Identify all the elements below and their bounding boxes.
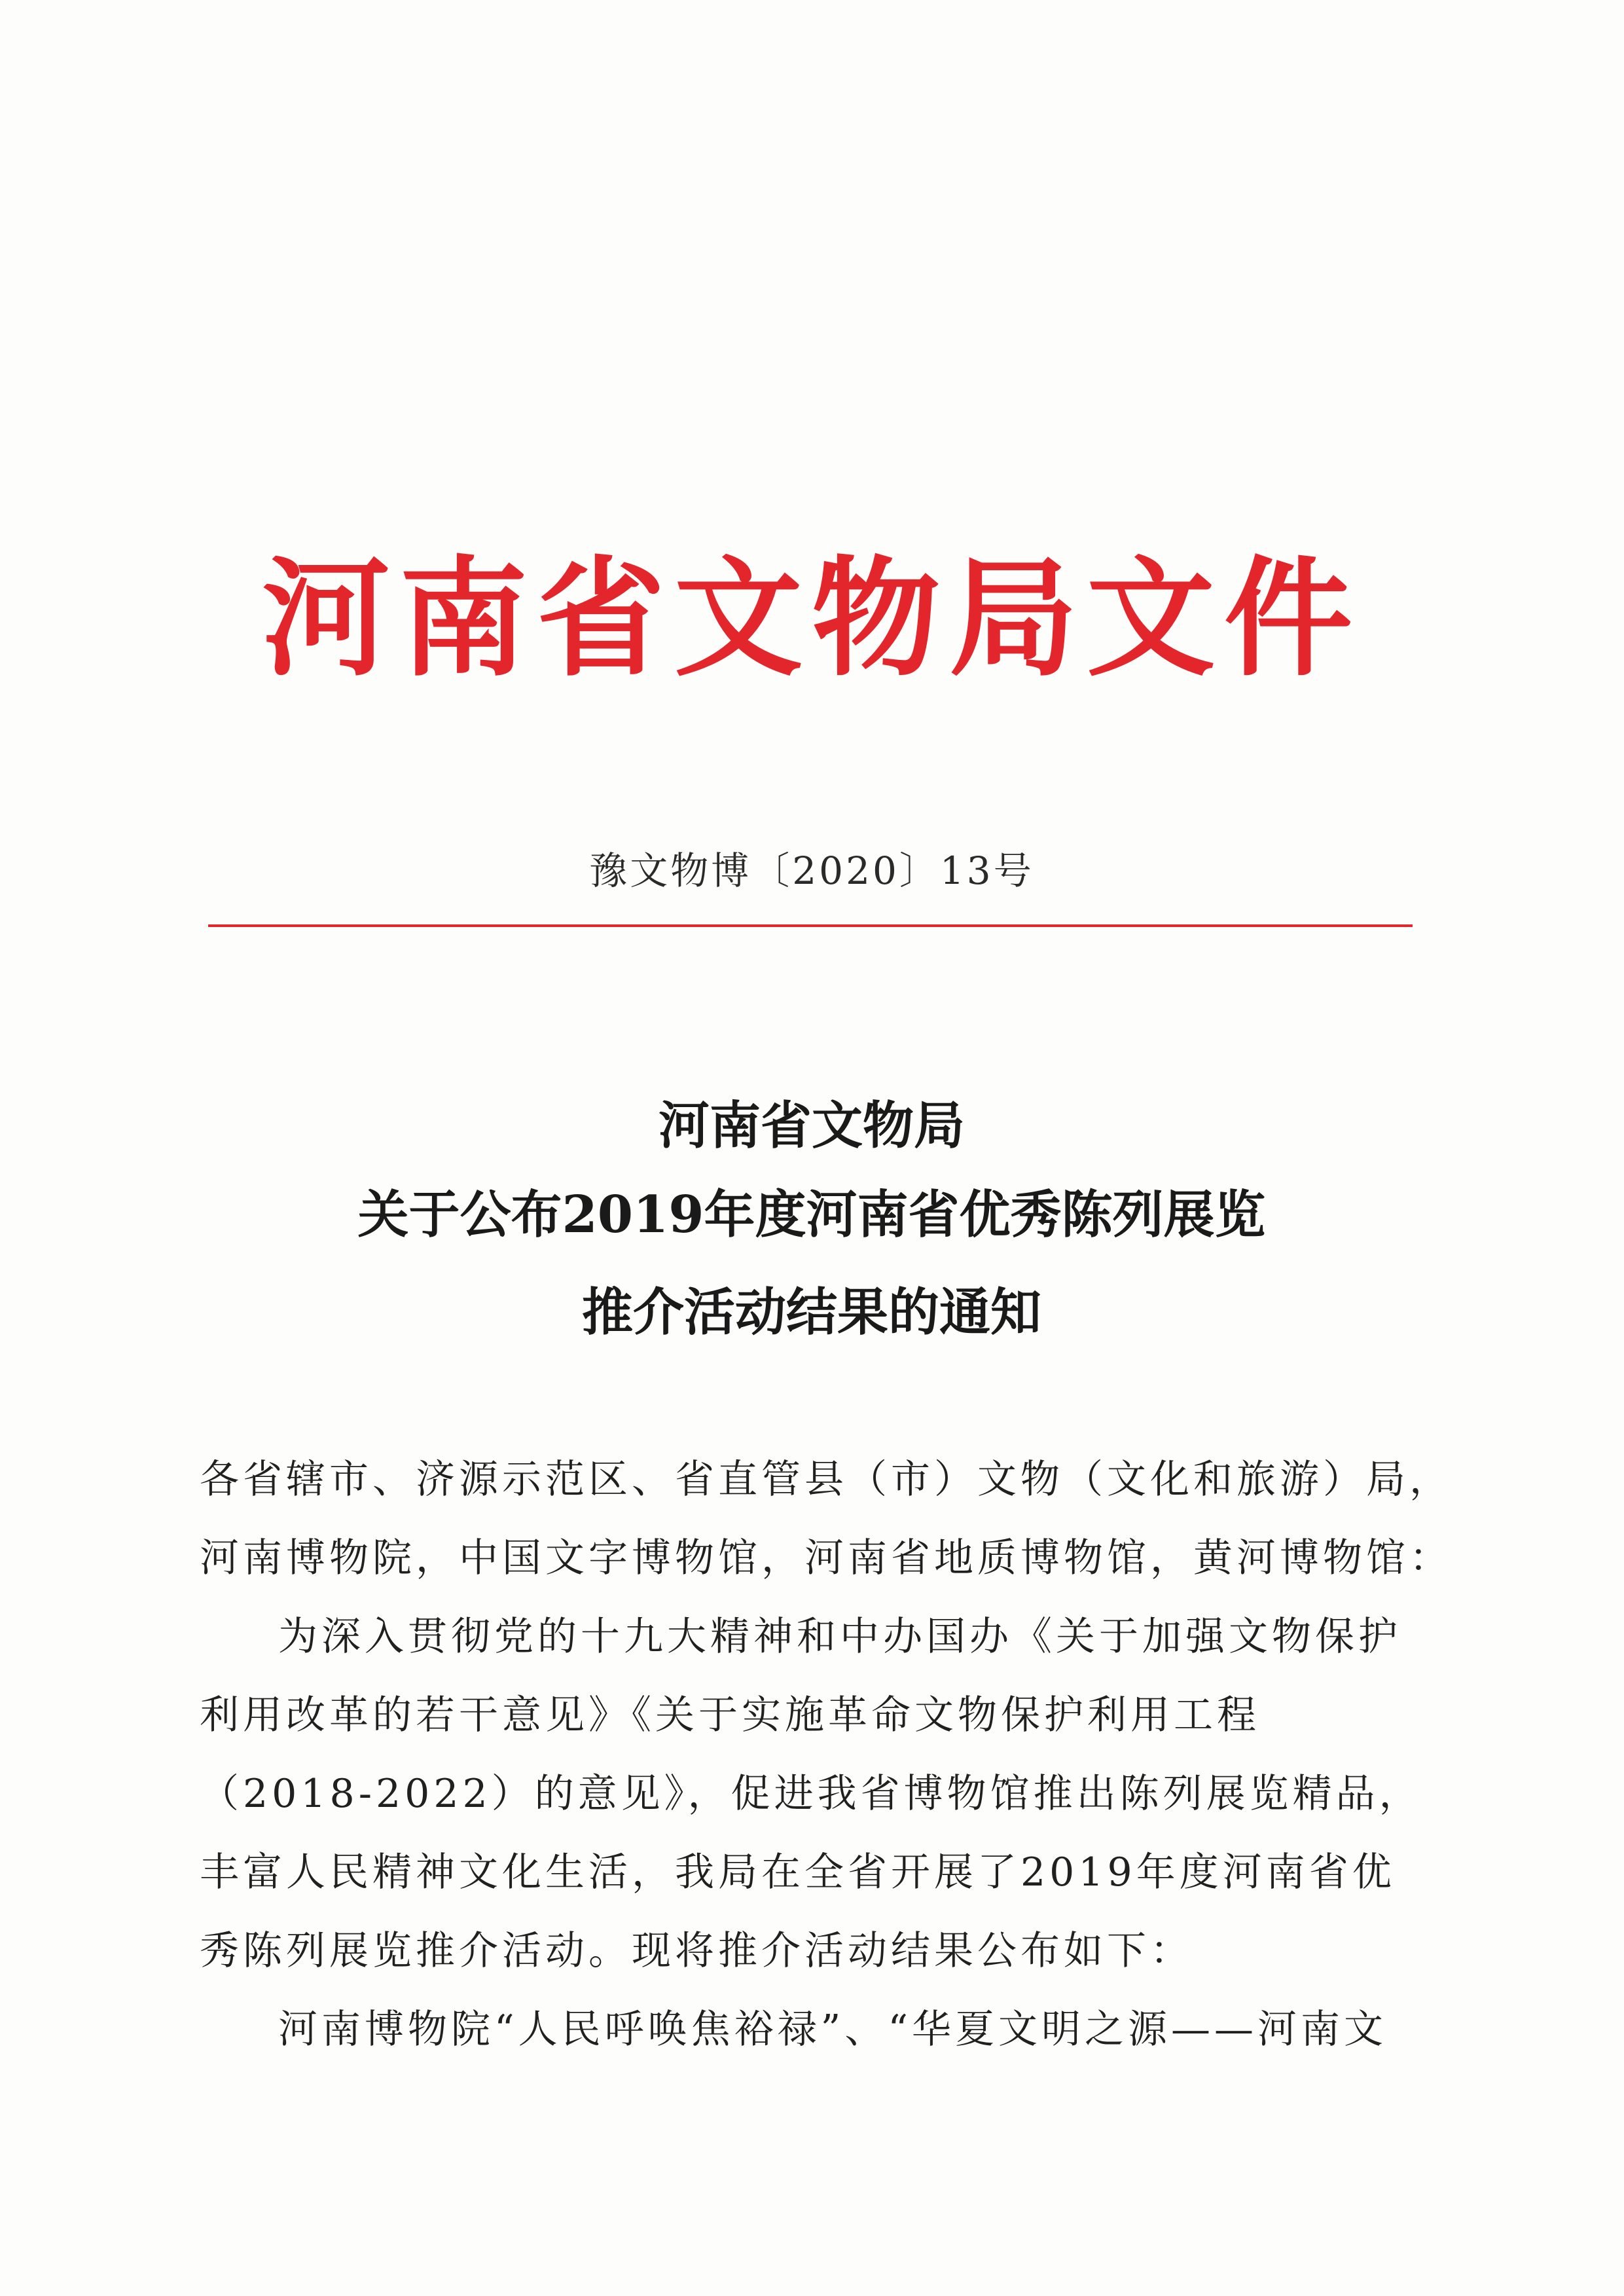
body-line-paragraph-2-start: 河南博物院“人民呼唤焦裕禄”、“华夏文明之源——河南文	[278, 2007, 1388, 2052]
body-line-paragraph-1-5: 秀陈列展览推介活动。现将推介活动结果公布如下：	[200, 1928, 1193, 1974]
body-line-paragraph-1-3: （2018-2022）的意见》，促进我省博物馆推出陈列展览精品，	[200, 1771, 1422, 1817]
body-line-addressees-2: 河南博物院，中国文字博物馆，河南省地质博物馆，黄河博物馆：	[200, 1535, 1453, 1581]
notice-title-line-3: 推介活动结果的通知	[581, 1283, 1041, 1342]
body-line-paragraph-1-start: 为深入贯彻党的十九大精神和中办国办《关于加强文物保护	[278, 1614, 1401, 1660]
agency-header-title: 河南省文物局文件	[261, 543, 1362, 694]
red-divider-line	[208, 924, 1413, 927]
body-line-addressees-1: 各省辖市、济源示范区、省直管县（市）文物（文化和旅游）局，	[200, 1457, 1453, 1503]
body-line-paragraph-1-4: 丰富人民精神文化生活，我局在全省开展了2019年度河南省优	[200, 1850, 1396, 1895]
document-number: 豫文物博〔2020〕13号	[589, 848, 1034, 893]
body-line-paragraph-1-2: 利用改革的若干意见》《关于实施革命文物保护利用工程	[200, 1692, 1260, 1738]
notice-title-line-1: 河南省文物局	[658, 1096, 965, 1156]
notice-title-line-2: 关于公布2019年度河南省优秀陈列展览	[357, 1185, 1266, 1245]
